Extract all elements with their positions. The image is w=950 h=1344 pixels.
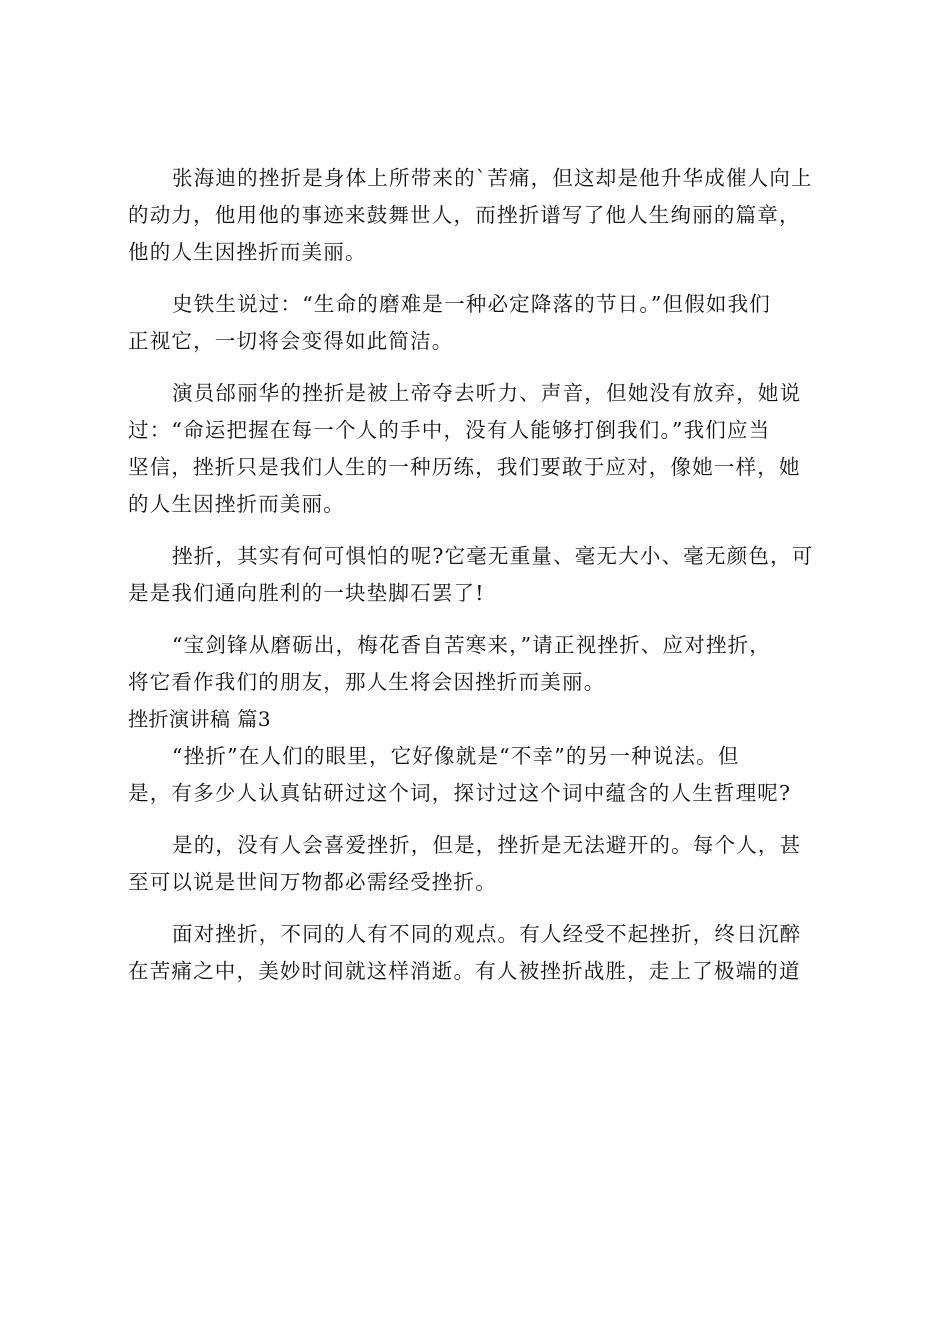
paragraph: [128, 160, 833, 271]
text-line: 的人生因挫折而美丽。: [128, 492, 345, 516]
text-line: “宝剑锋从磨砺出，梅花香自苦寒来，”请正视挫折、应对挫折，: [172, 633, 772, 657]
text-line: 正视它，一切将会变得如此简洁。: [128, 329, 454, 353]
text-line: 是的，没有人会喜爱挫折，但是，挫折是无法避开的。每个人，甚: [172, 833, 802, 857]
text-line: 的动力，他用他的事迹来鼓舞世人，而挫折谱写了他人生绚丽的篇章，: [128, 203, 801, 227]
text-line: 张海迪的挫折是身体上所带来的`苦痛，但这却是他升华成催人向上: [172, 166, 813, 190]
text-line: 过：“命运把握在每一个人的手中，没有人能够打倒我们。”我们应当: [128, 418, 771, 442]
text-line: 在苦痛之中，美妙时间就这样消逝。有人被挫折战胜，走上了极端的道: [128, 959, 801, 983]
text-line: 至可以说是世间万物都必需经受挫折。: [128, 870, 497, 894]
text-line: “挫折”在人们的眼里，它好像就是“不幸”的另一种说法。但: [172, 744, 740, 768]
paragraph: [128, 286, 833, 360]
text-line: 演员邰丽华的挫折是被上帝夺去听力、声音，但她没有放弃，她说: [172, 381, 802, 405]
text-line: 是，有多少人认真钻研过这个词，探讨过这个词中蕴含的人生哲理呢?: [128, 781, 792, 805]
text-line: 是是我们通向胜利的一块垫脚石罢了!: [128, 581, 485, 605]
paragraph: [128, 375, 833, 523]
paragraph: [128, 916, 833, 990]
paragraph: [128, 738, 833, 812]
text-line: 面对挫折，不同的人有不同的观点。有人经受不起挫折，终日沉醉: [172, 922, 802, 946]
text-line: 坚信，挫折只是我们人生的一种历练，我们要敢于应对，像她一样，她: [128, 455, 801, 479]
text-line: 挫折，其实有何可惧怕的呢?它毫无重量、毫无大小、毫无颜色，可: [172, 544, 814, 568]
text-line: 史铁生说过：“生命的磨难是一种必定降落的节日。”但假如我们: [172, 292, 772, 316]
paragraph: [128, 538, 833, 612]
text-line: 他的人生因挫折而美丽。: [128, 240, 367, 264]
text-line: 将它看作我们的朋友，那人生将会因挫折而美丽。: [128, 670, 606, 694]
document-page: [128, 160, 833, 990]
section-heading: 挫折演讲稿 篇3: [128, 707, 272, 731]
paragraph: [128, 627, 833, 701]
paragraph: [128, 827, 833, 901]
